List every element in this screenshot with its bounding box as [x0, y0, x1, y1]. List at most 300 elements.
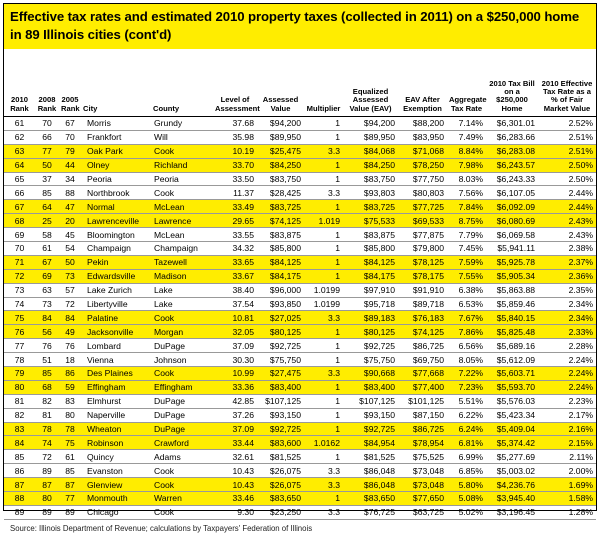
cell-rank-2010: 81: [4, 394, 35, 408]
cell-effective-rate: 2.44%: [538, 200, 596, 214]
cell-assessed-value: $83,750: [257, 172, 304, 186]
cell-rank-2010: 83: [4, 422, 35, 436]
cell-effective-rate: 2.23%: [538, 394, 596, 408]
cell-rank-2008: 74: [35, 436, 59, 450]
cell-tax-bill: $5,003.02: [486, 464, 538, 478]
cell-rank-2005: 44: [59, 158, 81, 172]
cell-effective-rate: 1.28%: [538, 505, 596, 519]
cell-assessed-value: $92,725: [257, 339, 304, 353]
cell-county: McLean: [151, 228, 213, 242]
cell-county: Cook: [151, 478, 213, 492]
cell-assessed-value: $93,850: [257, 297, 304, 311]
cell-assessed-value: $89,950: [257, 130, 304, 144]
cell-equalized-value: $83,725: [343, 200, 398, 214]
table-row: [4, 380, 596, 394]
cell-county: Richland: [151, 158, 213, 172]
cell-eav-after-exemption: $89,718: [398, 297, 447, 311]
cell-multiplier: 1: [304, 172, 343, 186]
cell-effective-rate: 1.69%: [538, 478, 596, 492]
cell-eav-after-exemption: $83,950: [398, 130, 447, 144]
cell-assessed-value: $27,025: [257, 311, 304, 325]
cell-assessed-value: $83,875: [257, 228, 304, 242]
table-row: [4, 505, 596, 519]
cell-eav-after-exemption: $77,400: [398, 380, 447, 394]
cell-level-of-assessment: 29.65: [213, 214, 257, 228]
cell-eav-after-exemption: $78,125: [398, 255, 447, 269]
cell-city: Evanston: [81, 464, 151, 478]
cell-rank-2005: 76: [59, 339, 81, 353]
cell-rank-2010: 68: [4, 214, 35, 228]
header-tax-bill: 2010 Tax Bill on a $250,000 Home: [486, 49, 538, 117]
cell-tax-bill: $4,236.76: [486, 478, 538, 492]
cell-tax-bill: $6,283.08: [486, 144, 538, 158]
cell-city: Monmouth: [81, 492, 151, 506]
cell-rank-2010: 85: [4, 450, 35, 464]
cell-equalized-value: $81,525: [343, 450, 398, 464]
cell-assessed-value: $25,475: [257, 144, 304, 158]
cell-rank-2008: 72: [35, 450, 59, 464]
cell-rank-2008: 81: [35, 408, 59, 422]
cell-assessed-value: $75,750: [257, 353, 304, 367]
cell-tax-bill: $6,243.57: [486, 158, 538, 172]
header-eav-after-exemption: EAV After Exemption: [398, 49, 447, 117]
cell-level-of-assessment: 33.50: [213, 172, 257, 186]
header-rank-2008: 2008 Rank: [35, 49, 59, 117]
cell-rank-2008: 84: [35, 311, 59, 325]
cell-assessed-value: $85,800: [257, 242, 304, 256]
cell-effective-rate: 2.50%: [538, 172, 596, 186]
cell-multiplier: 1: [304, 269, 343, 283]
cell-effective-rate: 2.43%: [538, 228, 596, 242]
cell-multiplier: 1: [304, 130, 343, 144]
cell-multiplier: 3.3: [304, 478, 343, 492]
cell-rank-2010: 76: [4, 325, 35, 339]
cell-county: Morgan: [151, 325, 213, 339]
cell-rank-2010: 87: [4, 478, 35, 492]
cell-city: Edwardsville: [81, 269, 151, 283]
cell-aggregate-tax-rate: 7.22%: [447, 367, 486, 381]
cell-city: Peoria: [81, 172, 151, 186]
cell-county: Tazewell: [151, 255, 213, 269]
cell-level-of-assessment: 30.30: [213, 353, 257, 367]
table-row: [4, 353, 596, 367]
cell-county: DuPage: [151, 394, 213, 408]
cell-equalized-value: $92,725: [343, 422, 398, 436]
cell-multiplier: 1: [304, 492, 343, 506]
cell-rank-2008: 87: [35, 478, 59, 492]
cell-county: Peoria: [151, 172, 213, 186]
cell-tax-bill: $6,301.01: [486, 117, 538, 131]
table-row: [4, 422, 596, 436]
cell-aggregate-tax-rate: 7.14%: [447, 117, 486, 131]
cell-county: Warren: [151, 492, 213, 506]
cell-rank-2005: 88: [59, 186, 81, 200]
cell-equalized-value: $83,650: [343, 492, 398, 506]
cell-rank-2005: 45: [59, 228, 81, 242]
cell-rank-2005: 67: [59, 117, 81, 131]
cell-level-of-assessment: 33.36: [213, 380, 257, 394]
cell-aggregate-tax-rate: 6.81%: [447, 436, 486, 450]
cell-multiplier: 1: [304, 380, 343, 394]
header-equalized-value: Equalized Assessed Value (EAV): [343, 49, 398, 117]
cell-multiplier: 1.0199: [304, 283, 343, 297]
cell-eav-after-exemption: $77,875: [398, 228, 447, 242]
cell-effective-rate: 2.36%: [538, 269, 596, 283]
cell-multiplier: 3.3: [304, 186, 343, 200]
cell-assessed-value: $74,125: [257, 214, 304, 228]
cell-aggregate-tax-rate: 7.45%: [447, 242, 486, 256]
cell-rank-2005: 83: [59, 394, 81, 408]
cell-rank-2008: 67: [35, 255, 59, 269]
cell-tax-bill: $5,840.15: [486, 311, 538, 325]
cell-eav-after-exemption: $73,048: [398, 464, 447, 478]
cell-rank-2010: 67: [4, 200, 35, 214]
cell-equalized-value: $84,954: [343, 436, 398, 450]
cell-rank-2010: 86: [4, 464, 35, 478]
cell-county: Johnson: [151, 353, 213, 367]
cell-level-of-assessment: 32.61: [213, 450, 257, 464]
cell-multiplier: 1: [304, 353, 343, 367]
cell-aggregate-tax-rate: 6.56%: [447, 339, 486, 353]
table-row: [4, 144, 596, 158]
cell-rank-2010: 63: [4, 144, 35, 158]
table-row: [4, 478, 596, 492]
cell-city: Northbrook: [81, 186, 151, 200]
cell-rank-2005: 89: [59, 505, 81, 519]
cell-city: Jacksonville: [81, 325, 151, 339]
cell-city: Bloomington: [81, 228, 151, 242]
cell-aggregate-tax-rate: 7.49%: [447, 130, 486, 144]
table-row: [4, 200, 596, 214]
cell-rank-2005: 61: [59, 450, 81, 464]
cell-assessed-value: $84,250: [257, 158, 304, 172]
cell-level-of-assessment: 33.44: [213, 436, 257, 450]
cell-aggregate-tax-rate: 8.75%: [447, 214, 486, 228]
cell-aggregate-tax-rate: 7.55%: [447, 269, 486, 283]
cell-tax-bill: $5,603.71: [486, 367, 538, 381]
cell-rank-2008: 37: [35, 172, 59, 186]
header-aggregate-tax-rate: Aggregate Tax Rate: [447, 49, 486, 117]
cell-effective-rate: 2.34%: [538, 297, 596, 311]
cell-equalized-value: $84,068: [343, 144, 398, 158]
cell-aggregate-tax-rate: 8.84%: [447, 144, 486, 158]
cell-aggregate-tax-rate: 7.86%: [447, 325, 486, 339]
cell-city: Chicago: [81, 505, 151, 519]
cell-assessed-value: $94,200: [257, 117, 304, 131]
cell-assessed-value: $80,125: [257, 325, 304, 339]
cell-aggregate-tax-rate: 6.85%: [447, 464, 486, 478]
table-row: [4, 228, 596, 242]
cell-assessed-value: $84,125: [257, 255, 304, 269]
cell-effective-rate: 2.35%: [538, 283, 596, 297]
table-row: [4, 242, 596, 256]
table-row: [4, 283, 596, 297]
cell-aggregate-tax-rate: 5.02%: [447, 505, 486, 519]
cell-rank-2008: 89: [35, 505, 59, 519]
cell-rank-2010: 66: [4, 186, 35, 200]
cell-rank-2005: 20: [59, 214, 81, 228]
cell-equalized-value: $83,750: [343, 172, 398, 186]
cell-multiplier: 1.019: [304, 214, 343, 228]
cell-rank-2010: 64: [4, 158, 35, 172]
table-row: [4, 325, 596, 339]
cell-equalized-value: $86,048: [343, 464, 398, 478]
cell-city: Libertyville: [81, 297, 151, 311]
cell-level-of-assessment: 11.37: [213, 186, 257, 200]
table-row: [4, 158, 596, 172]
cell-rank-2010: 72: [4, 269, 35, 283]
cell-rank-2010: 75: [4, 311, 35, 325]
cell-multiplier: 1: [304, 422, 343, 436]
cell-aggregate-tax-rate: 8.05%: [447, 353, 486, 367]
cell-multiplier: 1: [304, 200, 343, 214]
cell-rank-2010: 80: [4, 380, 35, 394]
cell-rank-2008: 80: [35, 492, 59, 506]
table-row: [4, 186, 596, 200]
cell-effective-rate: 2.51%: [538, 144, 596, 158]
cell-equalized-value: $107,125: [343, 394, 398, 408]
cell-effective-rate: 2.28%: [538, 339, 596, 353]
cell-eav-after-exemption: $77,750: [398, 172, 447, 186]
cell-rank-2005: 50: [59, 255, 81, 269]
table-row: [4, 492, 596, 506]
table-body: [4, 117, 596, 520]
cell-effective-rate: 2.17%: [538, 408, 596, 422]
cell-rank-2005: 75: [59, 436, 81, 450]
cell-effective-rate: 2.33%: [538, 325, 596, 339]
cell-rank-2010: 71: [4, 255, 35, 269]
cell-county: Will: [151, 130, 213, 144]
cell-multiplier: 1: [304, 325, 343, 339]
header-county: County: [151, 49, 213, 117]
cell-level-of-assessment: 33.65: [213, 255, 257, 269]
cell-rank-2010: 89: [4, 505, 35, 519]
header-level-of-assessment: Level of Assessment: [213, 49, 257, 117]
cell-rank-2005: 78: [59, 422, 81, 436]
cell-city: Champaign: [81, 242, 151, 256]
cell-level-of-assessment: 37.54: [213, 297, 257, 311]
cell-equalized-value: $85,800: [343, 242, 398, 256]
cell-level-of-assessment: 33.46: [213, 492, 257, 506]
cell-rank-2008: 73: [35, 297, 59, 311]
cell-aggregate-tax-rate: 5.08%: [447, 492, 486, 506]
cell-aggregate-tax-rate: 5.80%: [447, 478, 486, 492]
cell-eav-after-exemption: $101,125: [398, 394, 447, 408]
cell-county: Cook: [151, 367, 213, 381]
cell-eav-after-exemption: $69,533: [398, 214, 447, 228]
cell-equalized-value: $80,125: [343, 325, 398, 339]
cell-rank-2008: 70: [35, 117, 59, 131]
cell-aggregate-tax-rate: 7.59%: [447, 255, 486, 269]
cell-rank-2005: 72: [59, 297, 81, 311]
cell-city: Elmhurst: [81, 394, 151, 408]
cell-city: Olney: [81, 158, 151, 172]
cell-assessed-value: $84,175: [257, 269, 304, 283]
cell-county: DuPage: [151, 422, 213, 436]
cell-eav-after-exemption: $77,650: [398, 492, 447, 506]
cell-equalized-value: $83,400: [343, 380, 398, 394]
cell-effective-rate: 2.44%: [538, 186, 596, 200]
cell-tax-bill: $6,092.09: [486, 200, 538, 214]
cell-eav-after-exemption: $73,048: [398, 478, 447, 492]
cell-level-of-assessment: 10.99: [213, 367, 257, 381]
cell-rank-2005: 84: [59, 311, 81, 325]
cell-rank-2010: 61: [4, 117, 35, 131]
cell-tax-bill: $5,925.78: [486, 255, 538, 269]
header-city: City: [81, 49, 151, 117]
header-rank-2005: 2005 Rank: [59, 49, 81, 117]
cell-rank-2005: 59: [59, 380, 81, 394]
header-multiplier: Multiplier: [304, 49, 343, 117]
cell-rank-2008: 69: [35, 269, 59, 283]
cell-assessed-value: $93,150: [257, 408, 304, 422]
cell-aggregate-tax-rate: 6.24%: [447, 422, 486, 436]
table-row: [4, 172, 596, 186]
cell-assessed-value: $83,650: [257, 492, 304, 506]
cell-assessed-value: $27,475: [257, 367, 304, 381]
table-row: [4, 214, 596, 228]
cell-county: Cook: [151, 505, 213, 519]
source-note: Source: Illinois Department of Revenue; calculations by Taxpayers' Federation of Illinois: [10, 523, 313, 533]
cell-equalized-value: $84,175: [343, 269, 398, 283]
cell-county: Cook: [151, 186, 213, 200]
cell-rank-2010: 65: [4, 172, 35, 186]
cell-tax-bill: $5,825.48: [486, 325, 538, 339]
cell-effective-rate: 2.11%: [538, 450, 596, 464]
cell-city: Vienna: [81, 353, 151, 367]
cell-assessed-value: $83,400: [257, 380, 304, 394]
cell-tax-bill: $5,423.34: [486, 408, 538, 422]
cell-tax-bill: $6,243.33: [486, 172, 538, 186]
cell-county: Effingham: [151, 380, 213, 394]
cell-multiplier: 1: [304, 242, 343, 256]
cell-level-of-assessment: 38.40: [213, 283, 257, 297]
cell-city: Lombard: [81, 339, 151, 353]
table-row: [4, 464, 596, 478]
cell-level-of-assessment: 10.19: [213, 144, 257, 158]
cell-rank-2010: 82: [4, 408, 35, 422]
cell-rank-2008: 61: [35, 242, 59, 256]
cell-aggregate-tax-rate: 8.03%: [447, 172, 486, 186]
cell-tax-bill: $6,069.58: [486, 228, 538, 242]
table-row: [4, 408, 596, 422]
cell-tax-bill: $5,941.11: [486, 242, 538, 256]
cell-tax-bill: $6,283.66: [486, 130, 538, 144]
cell-level-of-assessment: 33.55: [213, 228, 257, 242]
cell-rank-2005: 54: [59, 242, 81, 256]
cell-effective-rate: 2.24%: [538, 380, 596, 394]
cell-rank-2005: 57: [59, 283, 81, 297]
cell-equalized-value: $93,150: [343, 408, 398, 422]
cell-effective-rate: 2.43%: [538, 214, 596, 228]
cell-assessed-value: $28,425: [257, 186, 304, 200]
cell-rank-2008: 85: [35, 186, 59, 200]
cell-level-of-assessment: 35.98: [213, 130, 257, 144]
cell-rank-2010: 69: [4, 228, 35, 242]
cell-level-of-assessment: 33.70: [213, 158, 257, 172]
cell-effective-rate: 2.50%: [538, 158, 596, 172]
cell-county: DuPage: [151, 339, 213, 353]
cell-county: Crawford: [151, 436, 213, 450]
cell-city: Robinson: [81, 436, 151, 450]
cell-county: DuPage: [151, 408, 213, 422]
cell-county: Lawrence: [151, 214, 213, 228]
cell-county: Champaign: [151, 242, 213, 256]
table-row: [4, 450, 596, 464]
cell-eav-after-exemption: $88,200: [398, 117, 447, 131]
cell-assessed-value: $92,725: [257, 422, 304, 436]
cell-rank-2005: 47: [59, 200, 81, 214]
cell-county: McLean: [151, 200, 213, 214]
cell-county: Madison: [151, 269, 213, 283]
cell-multiplier: 1: [304, 117, 343, 131]
cell-eav-after-exemption: $78,250: [398, 158, 447, 172]
cell-city: Glenview: [81, 478, 151, 492]
cell-county: Lake: [151, 283, 213, 297]
cell-level-of-assessment: 37.09: [213, 339, 257, 353]
cell-equalized-value: $97,910: [343, 283, 398, 297]
cell-level-of-assessment: 10.43: [213, 478, 257, 492]
table-row: [4, 117, 596, 131]
cell-rank-2005: 80: [59, 408, 81, 422]
cell-rank-2010: 84: [4, 436, 35, 450]
cell-eav-after-exemption: $80,803: [398, 186, 447, 200]
cell-assessed-value: $83,600: [257, 436, 304, 450]
cell-multiplier: 1: [304, 408, 343, 422]
cell-city: Effingham: [81, 380, 151, 394]
tax-rate-table: [4, 49, 596, 520]
cell-tax-bill: $5,863.88: [486, 283, 538, 297]
cell-rank-2010: 73: [4, 283, 35, 297]
cell-multiplier: 3.3: [304, 311, 343, 325]
cell-level-of-assessment: 10.81: [213, 311, 257, 325]
table-title: Effective tax rates and estimated 2010 property taxes (collected in 2011) on a $250,000 home in 89 Illinois cities (cont'd): [4, 4, 596, 49]
cell-equalized-value: $83,875: [343, 228, 398, 242]
cell-city: Lawrenceville: [81, 214, 151, 228]
cell-equalized-value: $76,725: [343, 505, 398, 519]
cell-effective-rate: 1.58%: [538, 492, 596, 506]
cell-city: Wheaton: [81, 422, 151, 436]
cell-assessed-value: $26,075: [257, 464, 304, 478]
cell-city: Oak Park: [81, 144, 151, 158]
cell-multiplier: 1: [304, 255, 343, 269]
cell-level-of-assessment: 37.09: [213, 422, 257, 436]
cell-equalized-value: $84,250: [343, 158, 398, 172]
cell-assessed-value: $26,075: [257, 478, 304, 492]
cell-eav-after-exemption: $69,750: [398, 353, 447, 367]
cell-rank-2008: 64: [35, 200, 59, 214]
cell-effective-rate: 2.15%: [538, 436, 596, 450]
cell-assessed-value: $83,725: [257, 200, 304, 214]
cell-tax-bill: $6,080.69: [486, 214, 538, 228]
cell-aggregate-tax-rate: 7.98%: [447, 158, 486, 172]
cell-effective-rate: 2.16%: [538, 422, 596, 436]
cell-eav-after-exemption: $77,668: [398, 367, 447, 381]
cell-aggregate-tax-rate: 6.53%: [447, 297, 486, 311]
cell-eav-after-exemption: $86,725: [398, 422, 447, 436]
cell-rank-2010: 88: [4, 492, 35, 506]
cell-aggregate-tax-rate: 7.23%: [447, 380, 486, 394]
cell-eav-after-exemption: $75,525: [398, 450, 447, 464]
cell-multiplier: 3.3: [304, 144, 343, 158]
cell-assessed-value: $96,000: [257, 283, 304, 297]
cell-eav-after-exemption: $63,725: [398, 505, 447, 519]
cell-level-of-assessment: 37.26: [213, 408, 257, 422]
cell-equalized-value: $89,950: [343, 130, 398, 144]
cell-rank-2005: 49: [59, 325, 81, 339]
cell-multiplier: 3.3: [304, 367, 343, 381]
cell-tax-bill: $5,576.03: [486, 394, 538, 408]
